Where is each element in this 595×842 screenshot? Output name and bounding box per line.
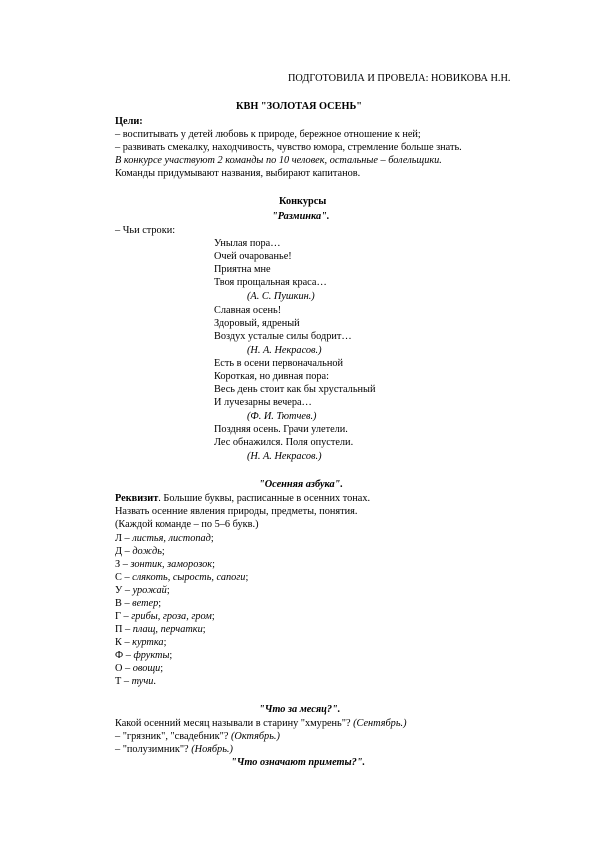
poem-line: Короткая, но дивная пора: <box>214 371 329 382</box>
poem-line: Твоя прощальная краса… <box>214 277 327 288</box>
poem-line: Приятна мне <box>214 264 271 275</box>
letter-item <box>115 623 206 636</box>
letter: Д – <box>115 546 133 557</box>
letter-item <box>115 584 170 597</box>
letter-item <box>115 545 165 558</box>
poem-line: Славная осень! <box>214 305 282 316</box>
poem-line: Очей очарованье! <box>214 251 292 262</box>
letter-answer: листья, листопад <box>132 533 211 544</box>
letter-item <box>115 610 215 623</box>
month-title: "Что за месяц?". <box>259 704 341 715</box>
letter-item <box>115 532 214 545</box>
props-text: . Большие буквы, расписанные в осенних тонах. <box>158 493 371 504</box>
letter-answer: дождь <box>132 546 162 557</box>
punctuation: . <box>153 676 156 687</box>
month-question <box>115 717 407 730</box>
answer-text: (Сентябрь.) <box>353 718 407 729</box>
contests-heading: Конкурсы <box>279 196 327 207</box>
poem-line: Здоровый, ядреный <box>214 318 300 329</box>
answer-text: (Октябрь.) <box>230 731 280 742</box>
punctuation: ; <box>161 546 165 557</box>
letter: О – <box>115 663 133 674</box>
warmup-title: "Разминка". <box>272 211 330 222</box>
letter: Л – <box>115 533 133 544</box>
punctuation: ; <box>169 650 173 661</box>
poem-line: Лес обнажился. Поля опустели. <box>214 437 354 448</box>
letter: К – <box>115 637 133 648</box>
punctuation: ; <box>166 585 170 596</box>
question-text: – "грязник", "свадебник"? <box>115 731 231 742</box>
letter: Г – <box>115 611 132 622</box>
letter: Ф – <box>115 650 134 661</box>
punctuation: ; <box>211 611 215 622</box>
teams-note: Команды придумывают названия, выбирают капитанов. <box>115 168 361 179</box>
month-question <box>115 743 233 756</box>
punctuation: ; <box>212 559 215 570</box>
letter-item <box>115 649 172 662</box>
punctuation: ; <box>210 533 214 544</box>
letter-answer: ветер <box>132 598 159 609</box>
letter-item <box>115 558 215 571</box>
letter-answer: зонтик, заморозок <box>130 559 213 570</box>
letter-item <box>115 597 161 610</box>
letter: В – <box>115 598 133 609</box>
question-text: – "полузимник"? <box>115 744 192 755</box>
letter: З – <box>115 559 131 570</box>
letter-answer: грибы, гроза, гром <box>131 611 212 622</box>
alphabet-instruction: Назвать осенние явления природы, предметы, понятия. <box>115 506 358 517</box>
letter-answer: куртка <box>132 637 164 648</box>
letter-item <box>115 636 166 649</box>
letter-answer: овощи <box>132 663 161 674</box>
poem-author: (Н. А. Некрасов.) <box>247 345 322 356</box>
punctuation: ; <box>245 572 249 583</box>
letter-answer: тучи <box>131 676 154 687</box>
punctuation: ; <box>163 637 167 648</box>
letter: Т – <box>115 676 132 687</box>
letter: У – <box>115 585 133 596</box>
letter-item <box>115 571 248 584</box>
letter-answer: урожай <box>132 585 167 596</box>
letter-answer: плащ, перчатки <box>132 624 203 635</box>
document-title: КВН "ЗОЛОТАЯ ОСЕНЬ" <box>236 101 363 112</box>
poem-author: (Н. А. Некрасов.) <box>247 451 322 462</box>
poem-line: Есть в осени первоначальной <box>214 358 344 369</box>
punctuation: ; <box>202 624 206 635</box>
author-header: ПОДГОТОВИЛА И ПРОВЕЛА: НОВИКОВА Н.Н. <box>288 73 511 84</box>
answer-text: (Ноябрь.) <box>191 744 233 755</box>
poem-author: (А. С. Пушкин.) <box>247 291 315 302</box>
question-text: Какой осенний месяц называли в старину "хмурень"? <box>115 718 354 729</box>
poem-line: Весь день стоит как бы хрустальный <box>214 384 376 395</box>
month-question <box>115 730 280 743</box>
goal-item: – развивать смекалку, находчивость, чувство юмора, стремление больше знать. <box>115 142 462 153</box>
props-line <box>115 492 370 505</box>
goals-label: Цели: <box>115 116 143 127</box>
poem-line: Воздух усталые силы бодрит… <box>214 331 352 342</box>
omens-title: "Что означают приметы?". <box>231 757 366 768</box>
poem-line: Поздняя осень. Грачи улетели. <box>214 424 348 435</box>
letter-answer: слякоть, сырость, сапоги <box>132 572 246 583</box>
punctuation: ; <box>160 663 164 674</box>
participants-note: В конкурсе участвуют 2 команды по 10 человек, остальные – болельщики. <box>115 155 442 166</box>
warmup-question: – Чьи строки: <box>115 225 176 236</box>
poem-line: И лучезарны вечера… <box>214 397 312 408</box>
alphabet-note: (Каждой команде – по 5–6 букв.) <box>115 519 259 530</box>
letter: С – <box>115 572 133 583</box>
goal-item: – воспитывать у детей любовь к природе, бережное отношение к ней; <box>115 129 421 140</box>
letter-item <box>115 675 156 688</box>
letter: П – <box>115 624 133 635</box>
letter-answer: фрукты <box>133 650 170 661</box>
poem-line: Унылая пора… <box>214 238 281 249</box>
alphabet-title: "Осенняя азбука". <box>259 479 343 490</box>
poem-author: (Ф. И. Тютчев.) <box>247 411 317 422</box>
letter-item <box>115 662 163 675</box>
punctuation: ; <box>158 598 162 609</box>
props-label: Реквизит <box>115 493 159 504</box>
